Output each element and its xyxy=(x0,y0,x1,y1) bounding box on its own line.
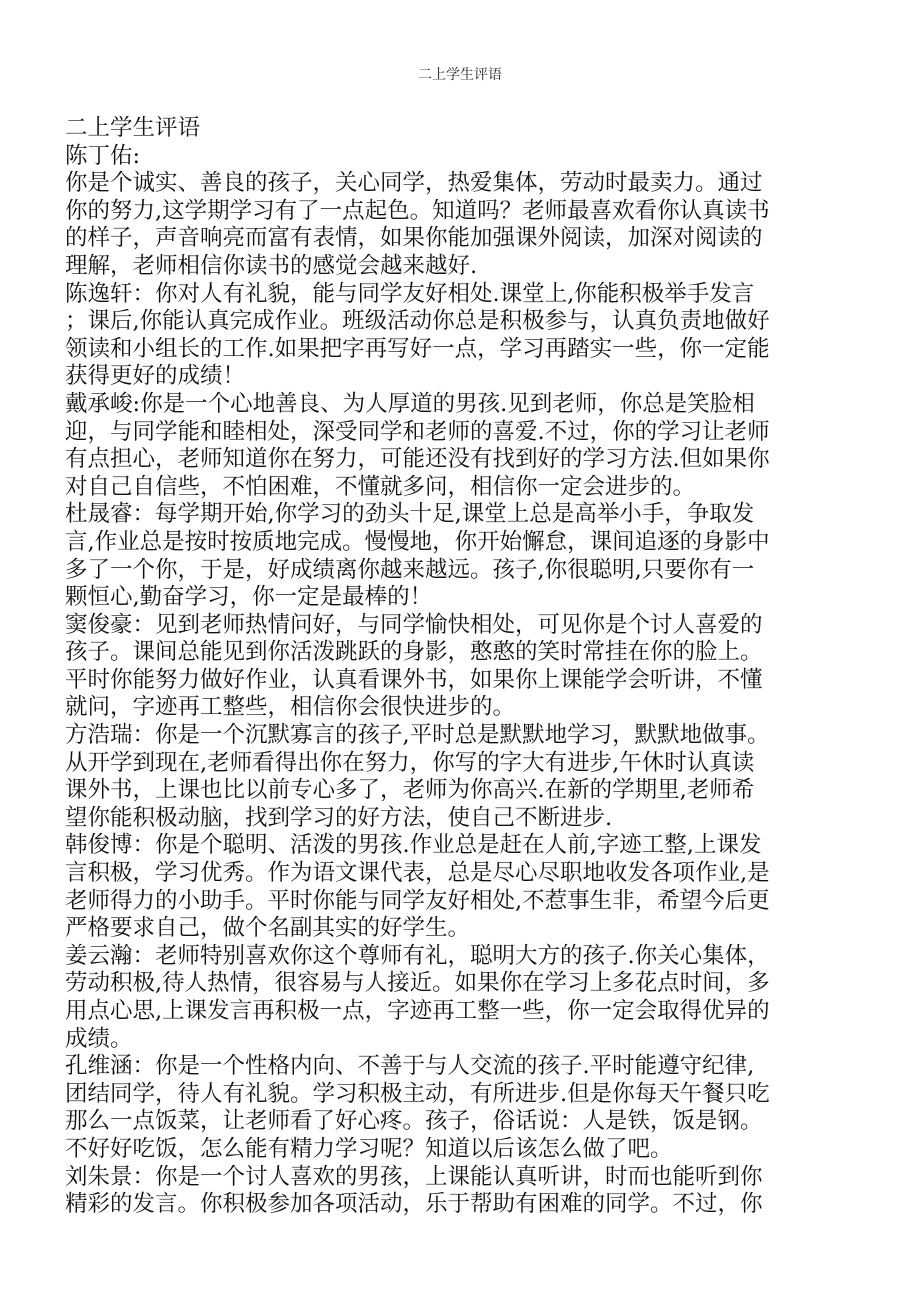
text-line: 陈逸轩：你对人有礼貌，能与同学友好相处.课堂上,你能积极举手发言 xyxy=(65,280,755,307)
text-line: 孔维涵：你是一个性格内向、不善于与人交流的孩子.平时能遵守纪律, xyxy=(65,1053,755,1080)
text-line: 你的努力,这学期学习有了一点起色。知道吗？老师最喜欢看你认真读书 xyxy=(65,197,770,224)
text-line: 孩子。课间总能见到你活泼跳跃的身影，憨憨的笑时常挂在你的脸上。 xyxy=(65,639,763,666)
text-line: 望你能积极动脑，找到学习的好方法，使自己不断进步. xyxy=(65,804,613,831)
text-line: 团结同学，待人有礼貌。学习积极主动，有所进步.但是你每天午餐只吃 xyxy=(65,1080,770,1107)
text-line: 严格要求自己，做个名副其实的好学生。 xyxy=(65,915,471,942)
document-body xyxy=(65,115,855,1219)
text-line: 平时你能努力做好作业，认真看课外书，如果你上课能学会听讲，不懂 xyxy=(65,666,763,693)
text-line: 颗恒心,勤奋学习，你一定是最棒的！ xyxy=(65,584,433,611)
text-line: 韩俊博：你是个聪明、活泼的男孩.作业总是赶在人前,字迹工整,上课发 xyxy=(65,832,762,859)
comment-lines xyxy=(65,143,855,1219)
text-line: 戴承峻:你是一个心地善良、为人厚道的男孩.见到老师，你总是笑脸相 xyxy=(65,390,755,417)
text-line: 方浩瑞：你是一个沉默寡言的孩子,平时总是默默地学习，默默地做事。 xyxy=(65,722,770,749)
text-line: 言积极，学习优秀。作为语文课代表，总是尽心尽职地收发各项作业,是 xyxy=(65,860,770,887)
text-line: 有点担心，老师知道你在努力，可能还没有找到好的学习方法.但如果你 xyxy=(65,446,770,473)
text-line: 获得更好的成绩！ xyxy=(65,363,246,390)
text-line: 精彩的发言。你积极参加各项活动，乐于帮助有困难的同学。不过，你 xyxy=(65,1191,763,1218)
text-line: 就问，字迹再工整些，相信你会很快进步的。 xyxy=(65,694,516,721)
text-line: 陈丁佑: xyxy=(65,142,141,169)
text-line: 领读和小组长的工作.如果把字再写好一点，学习再踏实一些，你一定能 xyxy=(65,335,770,362)
text-line: 姜云瀚：老师特别喜欢你这个尊师有礼，聪明大方的孩子.你关心集体， xyxy=(65,942,770,969)
text-line: 多了一个你，于是，好成绩离你越来越远。孩子,你很聪明,只要你有一 xyxy=(65,556,755,583)
text-line: 窦俊豪：见到老师热情问好，与同学愉快相处，可见你是个讨人喜爱的 xyxy=(65,611,763,638)
document-title: 二上学生评语 xyxy=(65,115,201,141)
text-line: 成绩。 xyxy=(65,1025,133,1052)
text-line: 言,作业总是按时按质地完成。慢慢地，你开始懈怠，课间追逐的身影中 xyxy=(65,528,770,555)
text-line: 课外书，上课也比以前专心多了，老师为你高兴.在新的学期里,老师希 xyxy=(65,777,755,804)
text-line: 对自己自信些，不怕困难，不懂就多问，相信你一定会进步的。 xyxy=(65,473,696,500)
text-line: 迎，与同学能和睦相处，深受同学和老师的喜爱.不过，你的学习让老师 xyxy=(65,418,770,445)
text-line: 不好好吃饭，怎么能有精力学习呢？知道以后该怎么做了吧。 xyxy=(65,1135,673,1162)
text-line: 老师得力的小助手。平时你能与同学友好相处,不惹事生非，希望今后更 xyxy=(65,887,770,914)
text-line: 用点心思,上课发言再积极一点，字迹再工整一些，你一定会取得优异的 xyxy=(65,998,770,1024)
text-line: 你是个诚实、善良的孩子，关心同学，热爱集体，劳动时最卖力。通过 xyxy=(65,170,763,197)
text-line: 劳动积极,待人热情，很容易与人接近。如果你在学习上多花点时间，多 xyxy=(65,970,770,997)
running-header: 二上学生评语 xyxy=(418,67,502,83)
text-line: 那么一点饭菜，让老师看了好心疼。孩子，俗话说：人是铁，饭是钢。 xyxy=(65,1108,763,1135)
text-line: 从开学到现在,老师看得出你在努力，你写的字大有进步,午休时认真读 xyxy=(65,749,755,776)
text-line: 理解，老师相信你读书的感觉会越来越好. xyxy=(65,252,478,279)
text-line: 刘朱景：你是一个讨人喜欢的男孩，上课能认真听讲，时而也能听到你 xyxy=(65,1163,763,1190)
text-line: 的样子，声音响亮而富有表情，如果你能加强课外阅读，加深对阅读的 xyxy=(65,225,763,252)
text-line: 杜晟睿：每学期开始,你学习的劲头十足,课堂上总是高举小手，争取发 xyxy=(65,501,755,528)
text-line: ；课后,你能认真完成作业。班级活动你总是积极参与，认真负责地做好 xyxy=(65,308,770,335)
